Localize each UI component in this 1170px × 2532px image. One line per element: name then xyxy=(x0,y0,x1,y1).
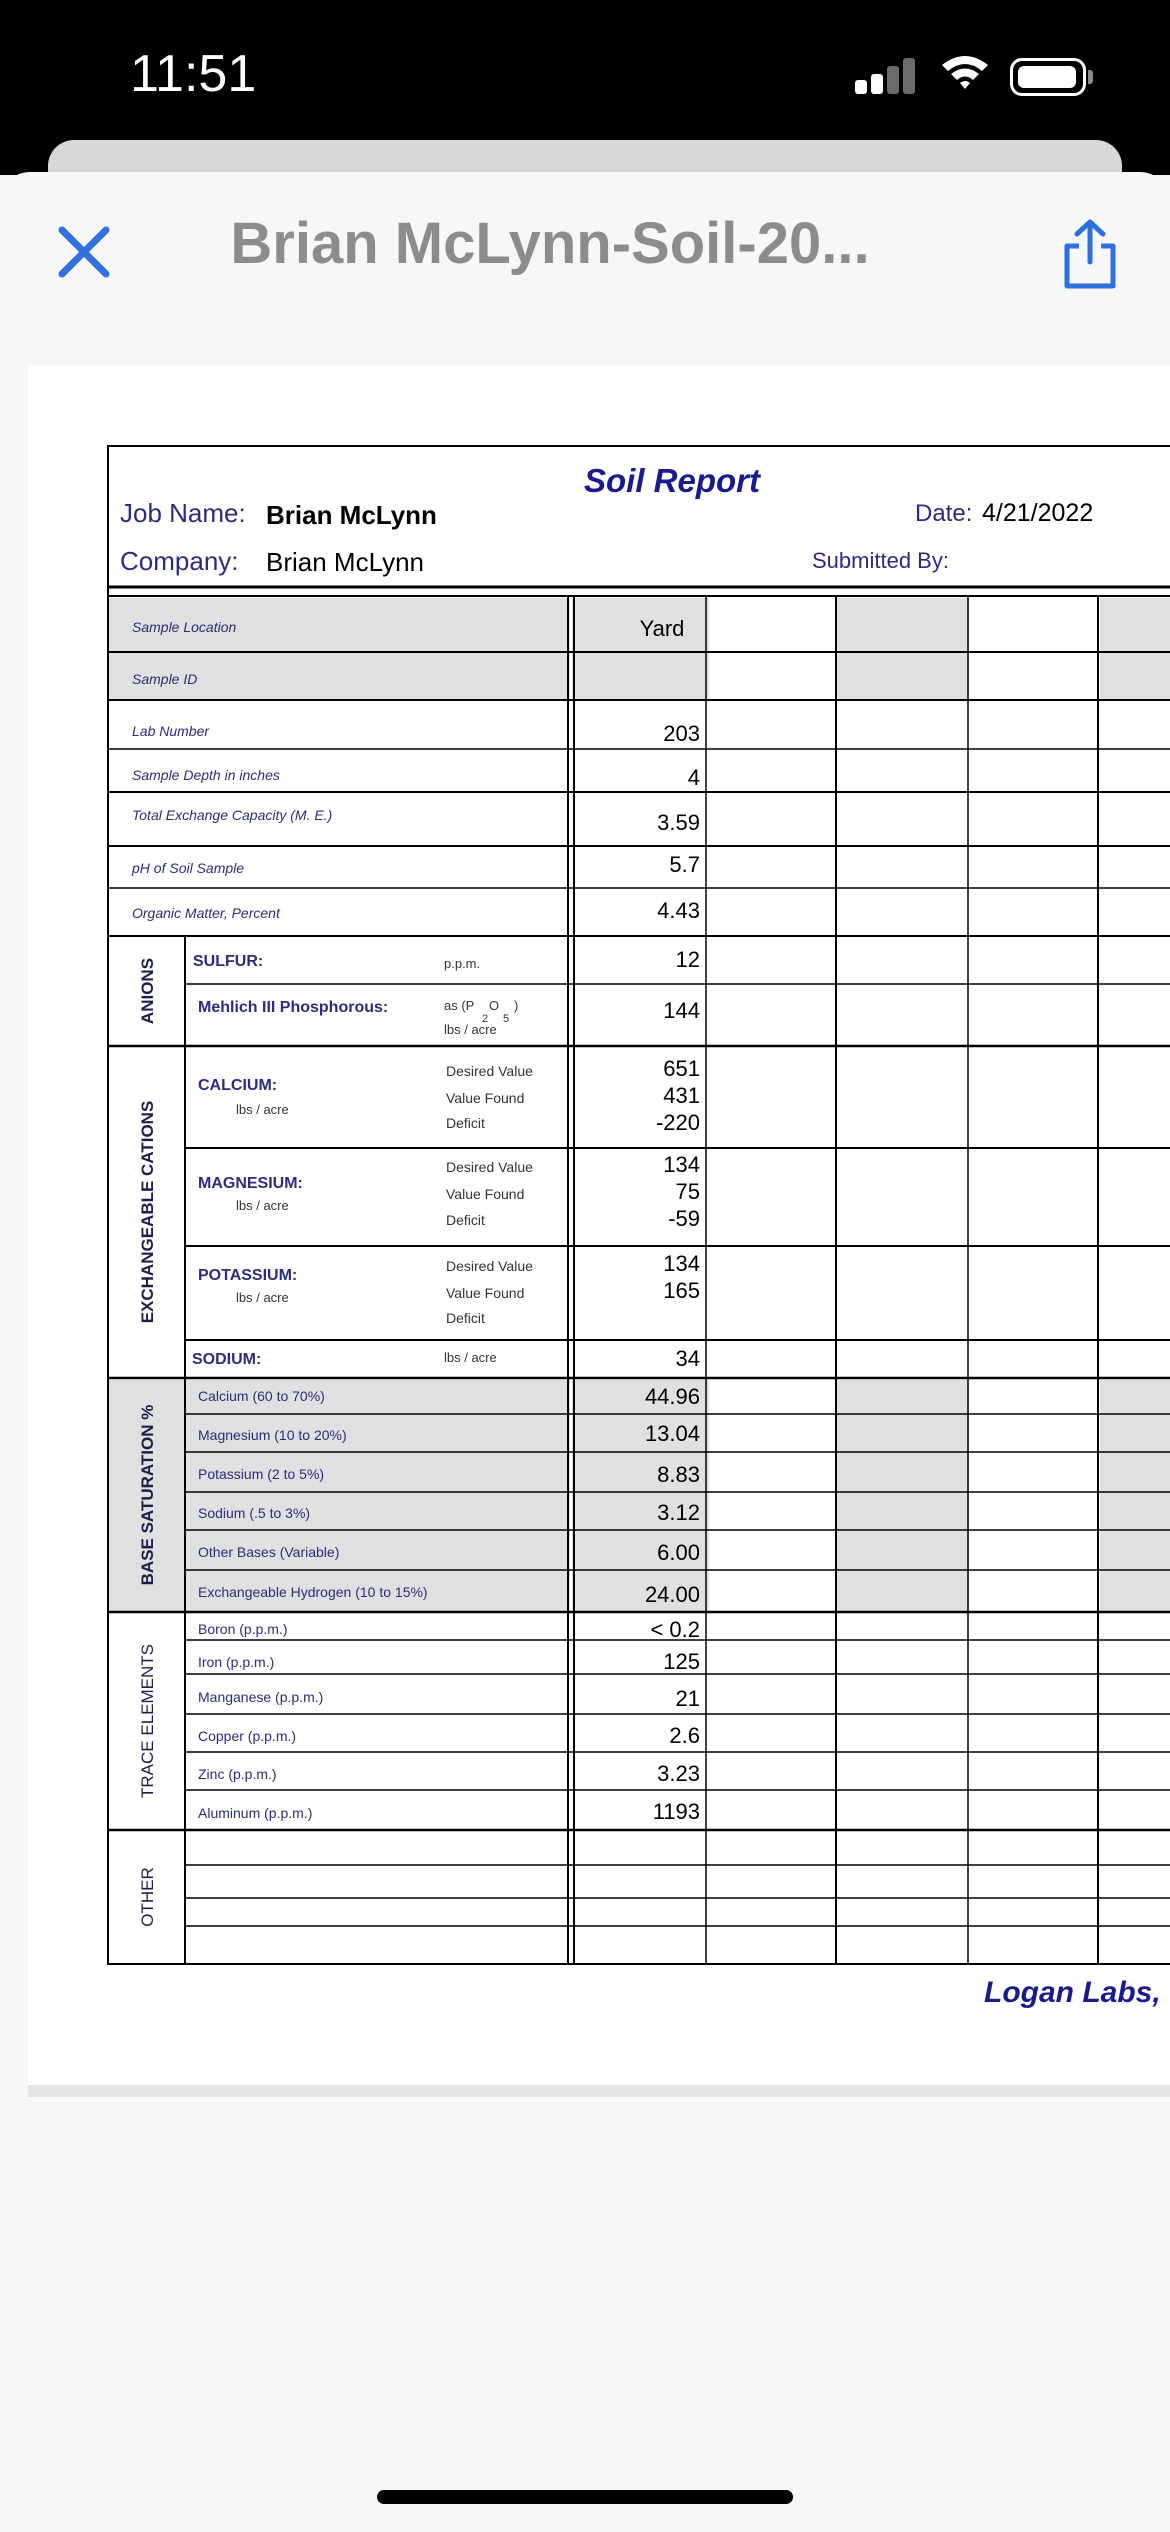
tec-label: Total Exchange Capacity (M. E.) xyxy=(132,807,333,823)
calcium-label: CALCIUM: xyxy=(198,1077,278,1094)
potassium-deficit-label: Deficit xyxy=(446,1310,485,1326)
potassium-found-value: 165 xyxy=(663,1278,700,1303)
lab-footer: Logan Labs, xyxy=(984,1976,1161,2009)
potassium-unit: lbs / acre xyxy=(236,1290,289,1305)
depth-value: 4 xyxy=(687,765,700,790)
calcium-desired-label: Desired Value xyxy=(446,1063,533,1079)
lab-number-label: Lab Number xyxy=(132,723,210,739)
report-title: Soil Report xyxy=(583,462,761,499)
phosphorous-unit-as: as (P xyxy=(444,998,475,1013)
date-value: 4/21/2022 xyxy=(982,499,1094,527)
sample-location-label: Sample Location xyxy=(132,619,237,635)
manganese-value: 21 xyxy=(675,1686,700,1711)
sodium-unit: lbs / acre xyxy=(444,1350,497,1365)
bs-hydrogen-label: Exchangeable Hydrogen (10 to 15%) xyxy=(198,1584,428,1600)
phosphorous-label: Mehlich III Phosphorous: xyxy=(198,999,389,1016)
om-label: Organic Matter, Percent xyxy=(132,905,280,921)
om-value: 4.43 xyxy=(657,898,700,923)
date-label: Date: xyxy=(915,500,973,527)
bs-other-label: Other Bases (Variable) xyxy=(198,1544,340,1560)
sample-location-value: Yard xyxy=(639,616,685,641)
tec-value: 3.59 xyxy=(657,810,700,835)
magnesium-deficit-value: -59 xyxy=(668,1206,700,1231)
company-label: Company: xyxy=(120,546,239,576)
boron-label: Boron (p.p.m.) xyxy=(198,1621,288,1637)
calcium-unit: lbs / acre xyxy=(236,1102,289,1117)
ph-label: pH of Soil Sample xyxy=(132,860,245,876)
submitted-by-label: Submitted By: xyxy=(812,548,949,573)
magnesium-desired-label: Desired Value xyxy=(446,1159,533,1175)
sulfur-unit: p.p.m. xyxy=(444,956,481,971)
bs-potassium-label: Potassium (2 to 5%) xyxy=(198,1466,325,1482)
iron-value: 125 xyxy=(663,1649,700,1674)
bs-magnesium-label: Magnesium (10 to 20%) xyxy=(198,1427,347,1443)
bs-calcium-value: 44.96 xyxy=(644,1384,700,1409)
bs-sodium-value: 3.12 xyxy=(657,1500,700,1525)
phosphorous-unit-sub-5: 5 xyxy=(503,1013,510,1025)
phosphorous-unit-close: ) xyxy=(514,998,519,1013)
sodium-value: 34 xyxy=(675,1346,700,1371)
copper-value: 2.6 xyxy=(669,1723,700,1748)
company-value: Brian McLynn xyxy=(266,547,424,577)
aluminum-label: Aluminum (p.p.m.) xyxy=(198,1805,313,1821)
potassium-desired-label: Desired Value xyxy=(446,1258,533,1274)
ph-value: 5.7 xyxy=(669,852,700,877)
zinc-value: 3.23 xyxy=(657,1761,700,1786)
bs-potassium-value: 8.83 xyxy=(657,1462,700,1487)
boron-value: < 0.2 xyxy=(650,1617,700,1642)
bs-magnesium-value: 13.04 xyxy=(644,1421,700,1446)
trace-elements-section-label: TRACE ELEMENTS xyxy=(138,1644,157,1798)
cations-section-label: EXCHANGEABLE CATIONS xyxy=(138,1100,157,1324)
magnesium-found-label: Value Found xyxy=(446,1186,525,1202)
sodium-label: SODIUM: xyxy=(192,1351,262,1368)
calcium-found-label: Value Found xyxy=(446,1090,525,1106)
magnesium-found-value: 75 xyxy=(675,1179,700,1204)
other-section-label: OTHER xyxy=(138,1867,157,1927)
job-name-label: Job Name: xyxy=(120,498,246,528)
depth-label: Sample Depth in inches xyxy=(132,767,280,783)
manganese-label: Manganese (p.p.m.) xyxy=(198,1689,324,1705)
iron-label: Iron (p.p.m.) xyxy=(198,1654,275,1670)
lab-number-value: 203 xyxy=(663,721,700,746)
status-time: 11:51 xyxy=(130,45,257,103)
potassium-found-label: Value Found xyxy=(446,1285,525,1301)
bs-sodium-label: Sodium (.5 to 3%) xyxy=(198,1505,311,1521)
sulfur-value: 12 xyxy=(675,947,700,972)
calcium-desired-value: 651 xyxy=(663,1056,700,1081)
copper-label: Copper (p.p.m.) xyxy=(198,1728,297,1744)
bs-other-value: 6.00 xyxy=(657,1540,700,1565)
calcium-deficit-value: -220 xyxy=(655,1110,700,1135)
potassium-desired-value: 134 xyxy=(663,1251,700,1276)
bs-hydrogen-value: 24.00 xyxy=(644,1582,700,1607)
phosphorous-value: 144 xyxy=(663,998,700,1023)
magnesium-label: MAGNESIUM: xyxy=(198,1175,303,1192)
document-title: Brian McLynn-Soil-20... xyxy=(230,211,870,276)
phosphorous-unit-sub-2: 2 xyxy=(482,1013,489,1025)
calcium-found-value: 431 xyxy=(663,1083,700,1108)
calcium-deficit-label: Deficit xyxy=(446,1115,485,1131)
base-saturation-section-label: BASE SATURATION % xyxy=(138,1404,157,1586)
aluminum-value: 1193 xyxy=(652,1799,700,1824)
phosphorous-unit-lbs: lbs / acre xyxy=(444,1022,497,1037)
zinc-label: Zinc (p.p.m.) xyxy=(198,1766,277,1782)
magnesium-unit: lbs / acre xyxy=(236,1198,289,1213)
magnesium-desired-value: 134 xyxy=(663,1152,700,1177)
phosphorous-unit-o: O xyxy=(489,998,500,1013)
job-name-value: Brian McLynn xyxy=(266,500,437,530)
potassium-label: POTASSIUM: xyxy=(198,1267,298,1284)
anions-section-label: ANIONS xyxy=(138,957,157,1025)
bs-calcium-label: Calcium (60 to 70%) xyxy=(198,1388,325,1404)
sample-id-label: Sample ID xyxy=(132,671,198,687)
home-indicator[interactable] xyxy=(377,2490,793,2504)
magnesium-deficit-label: Deficit xyxy=(446,1212,485,1228)
sulfur-label: SULFUR: xyxy=(193,953,264,970)
